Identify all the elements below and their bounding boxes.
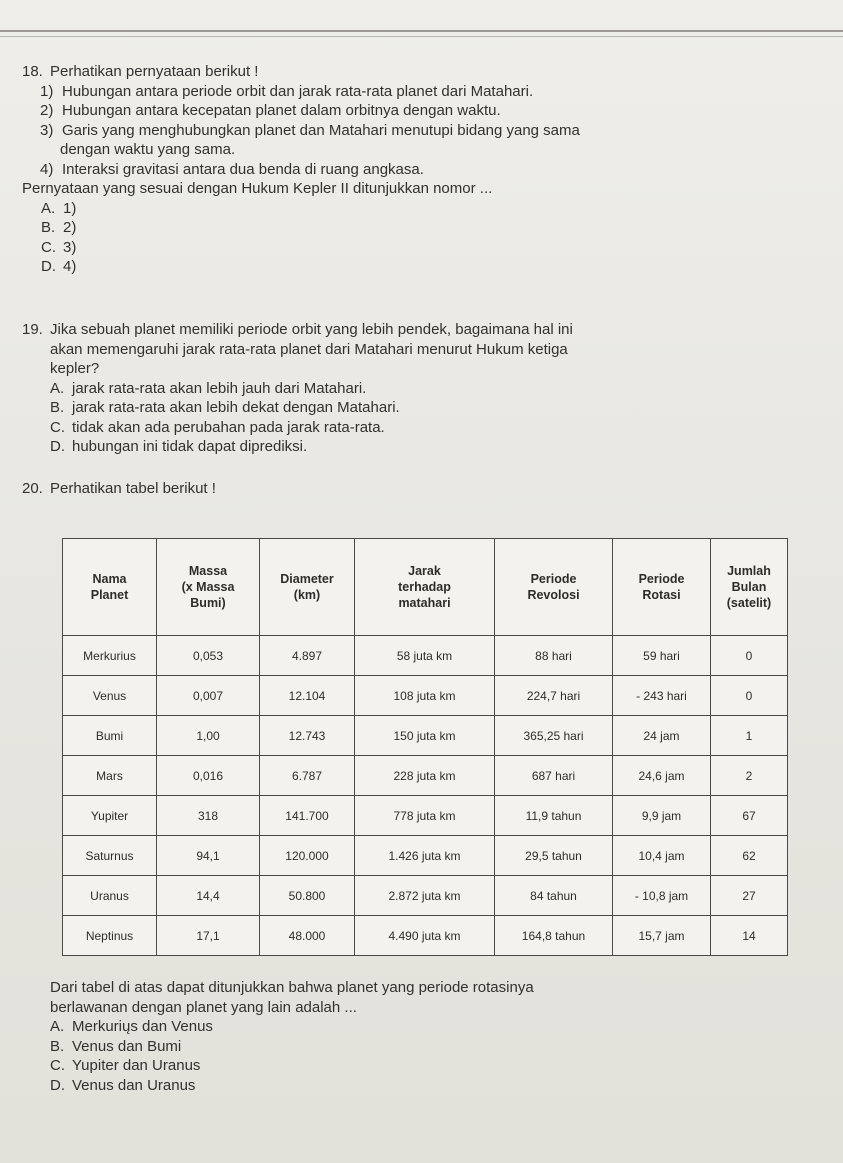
cell-rotasi: 9,9 jam xyxy=(613,796,711,836)
option-text: 2) xyxy=(63,219,77,236)
option-b[interactable] xyxy=(22,398,822,418)
cell-diameter: 6.787 xyxy=(260,756,355,796)
table-row xyxy=(63,676,788,716)
option-c[interactable] xyxy=(22,418,822,438)
stem-text: Perhatikan pernyataan berikut ! xyxy=(50,63,259,80)
option-label: C. xyxy=(50,1057,65,1074)
cell-revolusi: 11,9 tahun xyxy=(495,796,613,836)
question-20-prompt xyxy=(22,978,822,1095)
option-text: jarak rata-rata akan lebih dekat dengan Matahari. xyxy=(72,399,400,416)
cell-massa: 1,00 xyxy=(157,716,260,756)
table-header-row xyxy=(63,539,788,636)
cell-rotasi: 59 hari xyxy=(613,636,711,676)
option-label: D. xyxy=(41,258,56,275)
cell-massa: 14,4 xyxy=(157,876,260,916)
header-text: Diameter xyxy=(280,572,334,586)
header-nama-planet xyxy=(63,539,157,636)
cell-nama: Uranus xyxy=(63,876,157,916)
top-divider xyxy=(0,30,843,32)
cell-nama: Mars xyxy=(63,756,157,796)
option-label: B. xyxy=(50,399,65,416)
planet-table-container xyxy=(62,538,788,956)
cell-nama: Bumi xyxy=(63,716,157,756)
table-row xyxy=(63,876,788,916)
table-row xyxy=(63,756,788,796)
cell-jarak: 150 juta km xyxy=(355,716,495,756)
statement-number: 1) xyxy=(40,82,54,100)
cell-diameter: 120.000 xyxy=(260,836,355,876)
option-a[interactable] xyxy=(22,1017,822,1037)
cell-rotasi: 15,7 jam xyxy=(613,916,711,956)
option-text: Merkuriųs dan Venus xyxy=(72,1018,213,1035)
cell-diameter: 12.743 xyxy=(260,716,355,756)
option-d[interactable] xyxy=(22,437,822,457)
cell-revolusi: 687 hari xyxy=(495,756,613,796)
table-row xyxy=(63,796,788,836)
cell-jumlah-bulan: 1 xyxy=(711,716,788,756)
header-jumlah-bulan xyxy=(711,539,788,636)
cell-jumlah-bulan: 0 xyxy=(711,676,788,716)
question-20-prompt-line-1: Dari tabel di atas dapat ditunjukkan bahwa planet yang periode rotasinya xyxy=(50,979,534,996)
option-label: D. xyxy=(50,438,65,455)
option-text: 4) xyxy=(63,258,77,275)
option-text: jarak rata-rata akan lebih jauh dari Matahari. xyxy=(72,379,367,397)
header-text: Planet xyxy=(90,588,129,602)
header-text: Massa xyxy=(188,564,228,578)
header-text: Bulan xyxy=(731,580,767,594)
question-18 xyxy=(22,62,580,277)
option-b[interactable] xyxy=(22,218,580,238)
question-18-stem xyxy=(22,62,580,82)
table-row xyxy=(63,916,788,956)
cell-jarak: 2.872 juta km xyxy=(355,876,495,916)
option-text: 1) xyxy=(63,199,77,217)
table-row xyxy=(63,636,788,676)
cell-diameter: 48.000 xyxy=(260,916,355,956)
cell-massa: 17,1 xyxy=(157,916,260,956)
cell-jumlah-bulan: 62 xyxy=(711,836,788,876)
question-number: 19. xyxy=(22,321,43,338)
option-text: Yupiter dan Uranus xyxy=(72,1057,201,1074)
header-text: (km) xyxy=(293,588,321,602)
cell-nama: Saturnus xyxy=(63,836,157,876)
header-jarak xyxy=(355,539,495,636)
cell-revolusi: 88 hari xyxy=(495,636,613,676)
statement-3-continuation: dengan waktu yang sama. xyxy=(60,141,236,158)
option-c[interactable] xyxy=(22,238,580,258)
cell-revolusi: 29,5 tahun xyxy=(495,836,613,876)
header-text: Bumi) xyxy=(190,596,226,610)
option-label: D. xyxy=(50,1076,65,1094)
cell-diameter: 4.897 xyxy=(260,636,355,676)
question-20-prompt-line-2: berlawanan dengan planet yang lain adalah ... xyxy=(50,998,357,1016)
header-text: (satelit) xyxy=(726,596,772,610)
statement-text: Interaksi gravitasi antara dua benda di ruang angkasa. xyxy=(62,160,424,178)
cell-revolusi: 365,25 hari xyxy=(495,716,613,756)
question-19-stem-line-3: kepler? xyxy=(50,360,100,377)
cell-jumlah-bulan: 14 xyxy=(711,916,788,956)
option-b[interactable] xyxy=(22,1037,822,1057)
header-text: terhadap xyxy=(398,580,451,594)
option-a[interactable] xyxy=(22,199,580,219)
cell-massa: 0,016 xyxy=(157,756,260,796)
option-label: A. xyxy=(50,379,65,397)
option-label: A. xyxy=(50,1018,65,1035)
cell-diameter: 12.104 xyxy=(260,676,355,716)
cell-massa: 94,1 xyxy=(157,836,260,876)
question-19 xyxy=(22,320,822,457)
cell-diameter: 141.700 xyxy=(260,796,355,836)
option-label: B. xyxy=(50,1037,65,1055)
cell-rotasi: - 243 hari xyxy=(613,676,711,716)
stem-text: Jika sebuah planet memiliki periode orbit yang lebih pendek, bagaimana hal ini xyxy=(50,321,573,338)
option-label: C. xyxy=(50,418,65,436)
statement-text: Garis yang menghubungkan planet dan Matahari menutupi bidang yang sama xyxy=(62,121,580,139)
cell-nama: Neptinus xyxy=(63,916,157,956)
statement-1 xyxy=(22,82,580,102)
header-text: matahari xyxy=(398,596,451,610)
statement-text: Hubungan antara kecepatan planet dalam orbitnya dengan waktu. xyxy=(62,102,501,119)
statement-2 xyxy=(22,101,580,121)
option-text: Venus dan Bumi xyxy=(72,1037,182,1055)
option-a[interactable] xyxy=(22,379,822,399)
header-text: (x Massa xyxy=(181,580,235,594)
option-label: B. xyxy=(41,219,56,236)
header-text: Periode xyxy=(530,572,577,586)
cell-jarak: 1.426 juta km xyxy=(355,836,495,876)
header-text: Periode xyxy=(638,572,685,586)
statement-3 xyxy=(22,121,580,141)
cell-revolusi: 224,7 hari xyxy=(495,676,613,716)
header-text: Nama xyxy=(92,572,127,586)
header-text: Rotasi xyxy=(642,588,681,602)
cell-jarak: 4.490 juta km xyxy=(355,916,495,956)
header-diameter xyxy=(260,539,355,636)
cell-nama: Merkurius xyxy=(63,636,157,676)
cell-massa: 0,053 xyxy=(157,636,260,676)
question-number: 20. xyxy=(22,480,43,497)
statement-4 xyxy=(22,160,580,180)
question-20 xyxy=(22,479,216,499)
cell-rotasi: 10,4 jam xyxy=(613,836,711,876)
option-label: C. xyxy=(41,238,56,256)
question-19-stem-line-2: akan memengaruhi jarak rata-rata planet dari Matahari menurut Hukum ketiga xyxy=(50,340,568,358)
cell-jarak: 58 juta km xyxy=(355,636,495,676)
cell-jumlah-bulan: 67 xyxy=(711,796,788,836)
option-text: 3) xyxy=(63,238,77,256)
option-label: A. xyxy=(41,199,56,217)
stem-text: Perhatikan tabel berikut ! xyxy=(50,480,216,497)
option-c[interactable] xyxy=(22,1056,822,1076)
statement-text: Hubungan antara periode orbit dan jarak rata-rata planet dari Matahari. xyxy=(62,82,534,100)
statement-number: 4) xyxy=(40,160,54,178)
header-massa xyxy=(157,539,260,636)
header-text: Jarak xyxy=(408,564,441,578)
cell-diameter: 50.800 xyxy=(260,876,355,916)
statement-number: 2) xyxy=(40,102,54,119)
option-text: tidak akan ada perubahan pada jarak rata-rata. xyxy=(72,418,385,436)
question-20-stem xyxy=(22,479,216,499)
cell-jumlah-bulan: 2 xyxy=(711,756,788,796)
cell-jarak: 778 juta km xyxy=(355,796,495,836)
option-d[interactable] xyxy=(22,1076,822,1096)
cell-massa: 0,007 xyxy=(157,676,260,716)
cell-revolusi: 84 tahun xyxy=(495,876,613,916)
cell-nama: Yupiter xyxy=(63,796,157,836)
question-19-stem-line-1 xyxy=(22,320,822,340)
question-number: 18. xyxy=(22,63,43,80)
table-row xyxy=(63,716,788,756)
cell-jarak: 228 juta km xyxy=(355,756,495,796)
header-periode-rotasi xyxy=(613,539,711,636)
cell-jumlah-bulan: 27 xyxy=(711,876,788,916)
cell-rotasi: 24 jam xyxy=(613,716,711,756)
planet-table-body xyxy=(63,636,788,956)
cell-jumlah-bulan: 0 xyxy=(711,636,788,676)
statement-number: 3) xyxy=(40,121,54,139)
cell-rotasi: - 10,8 jam xyxy=(613,876,711,916)
planet-table xyxy=(62,538,788,956)
question-18-prompt: Pernyataan yang sesuai dengan Hukum Kepler II ditunjukkan nomor ... xyxy=(22,180,493,197)
cell-rotasi: 24,6 jam xyxy=(613,756,711,796)
header-text: Jumlah xyxy=(727,564,771,578)
cell-jarak: 108 juta km xyxy=(355,676,495,716)
option-text: hubungan ini tidak dapat diprediksi. xyxy=(72,438,308,455)
cell-nama: Venus xyxy=(63,676,157,716)
table-row xyxy=(63,836,788,876)
option-d[interactable] xyxy=(22,257,580,277)
header-periode-revolusi xyxy=(495,539,613,636)
header-text: Revolosi xyxy=(527,588,580,602)
cell-massa: 318 xyxy=(157,796,260,836)
cell-revolusi: 164,8 tahun xyxy=(495,916,613,956)
top-divider-secondary xyxy=(0,36,843,37)
option-text: Venus dan Uranus xyxy=(72,1076,196,1094)
